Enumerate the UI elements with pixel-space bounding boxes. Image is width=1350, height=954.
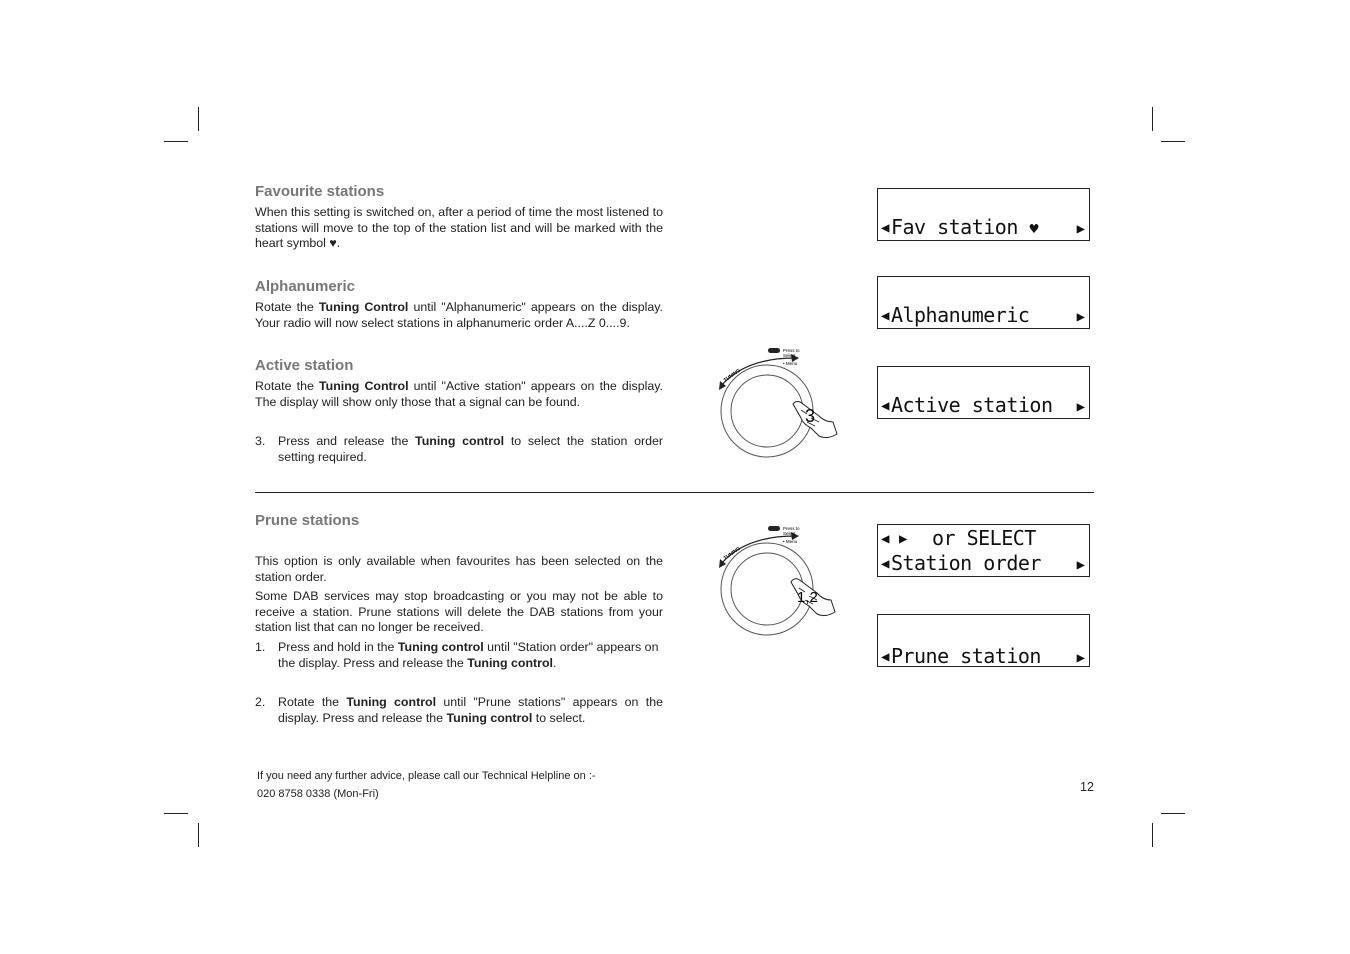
crop-mark	[198, 823, 199, 847]
arrow-right-icon: ▶	[1076, 650, 1085, 666]
menu-label: • Menu	[783, 361, 798, 366]
press-to-label: Press to	[783, 348, 800, 353]
menu-label: • Menu	[783, 539, 798, 544]
arrow-left-icon: ◀	[881, 308, 889, 324]
crop-mark	[1161, 813, 1185, 814]
lcd-active-station: ◀ Active station ▶	[877, 366, 1090, 419]
arrow-left-icon: ◀	[881, 531, 889, 547]
arrow-left-icon: ◀	[881, 649, 889, 665]
footer-phone: 020 8758 0338 (Mon-Fri)	[257, 788, 379, 800]
footer-helpline: If you need any further advice, please call our Technical Helpline on :-	[257, 770, 596, 782]
lcd-alphanumeric: ◀ Alphanumeric ▶	[877, 276, 1090, 329]
tuning-knob-inner	[731, 375, 803, 447]
crop-mark	[164, 813, 188, 814]
tuning-label: TUNING	[722, 545, 742, 562]
lcd-prune-station: ◀ Prune station ▶	[877, 614, 1090, 667]
arrow-right-icon: ▶	[1076, 309, 1085, 325]
prune-text-1: This option is only available when favourites has been selected on the station order.	[255, 554, 663, 584]
tuning-label: TUNING	[722, 367, 742, 384]
active-station-heading: Active station	[255, 357, 354, 374]
arrow-right-icon: ▶	[898, 531, 907, 547]
arrow-left-icon: ◀	[881, 398, 889, 414]
alphanumeric-text: Rotate the Tuning Control until "Alphanumeric" appears on the display. Your radio will now select stations in alphanumeric order A....Z 0....9.	[255, 300, 663, 330]
crop-mark	[1161, 141, 1185, 142]
favourite-stations-heading: Favourite stations	[255, 183, 385, 200]
crop-mark	[1152, 107, 1153, 131]
arrow-right-icon: ▶	[1076, 221, 1085, 237]
prune-step-2: 2. Rotate the Tuning control until "Prune stations" appears on the display. Press and release the Tuning control to select.	[255, 695, 663, 725]
arrow-left-icon: ◀	[881, 220, 889, 236]
heart-icon: ♥	[329, 236, 337, 251]
section-divider	[255, 492, 1094, 493]
press-to-label: Press to	[783, 526, 800, 531]
crop-mark	[164, 141, 188, 142]
heart-icon: ♥	[1029, 220, 1038, 238]
active-station-text: Rotate the Tuning Control until "Active station" appears on the display. The display will show only those that a signal can be found.	[255, 379, 663, 409]
step-number-1-2: 1,2	[797, 589, 818, 606]
active-step-3: 3. Press and release the Tuning control to select the station order setting required.	[255, 434, 664, 464]
press-select-icon	[768, 348, 780, 353]
crop-mark	[198, 107, 199, 131]
lcd-station-order: ◀ ▶ or SELECT ◀ Station order ▶	[877, 524, 1090, 577]
favourite-stations-text: When this setting is switched on, after a period of time the most listened to stations will move to the top of the station list and will be marked with the heart symbol ♥.	[255, 205, 663, 251]
prune-step-1: 1. Press and hold in the Tuning control until "Station order" appears on the display. Press and release the Tuning control.	[255, 640, 659, 670]
press-select-icon	[768, 526, 780, 531]
step-number-3: 3	[805, 406, 816, 426]
tuning-knob-inner	[731, 553, 803, 625]
prune-text-2: Some DAB services may stop broadcasting or you may not be able to receive a station. Prune stations will delete the DAB stations from your station list that can no longer be received.	[255, 589, 663, 635]
arrow-right-icon: ▶	[1076, 557, 1085, 573]
alphanumeric-heading: Alphanumeric	[255, 278, 356, 295]
arrow-left-icon: ◀	[881, 556, 889, 572]
lcd-fav-station: ◀ Fav station ♥ ▶	[877, 188, 1090, 241]
prune-stations-heading: Prune stations	[255, 512, 360, 529]
crop-mark	[1152, 823, 1153, 847]
tuning-dial-illustration	[715, 522, 845, 640]
tuning-dial-illustration	[715, 344, 845, 462]
select-label: Select	[783, 353, 796, 358]
page-number: 12	[1080, 780, 1094, 794]
select-label: Select	[783, 531, 796, 536]
arrow-right-icon: ▶	[1076, 399, 1085, 415]
